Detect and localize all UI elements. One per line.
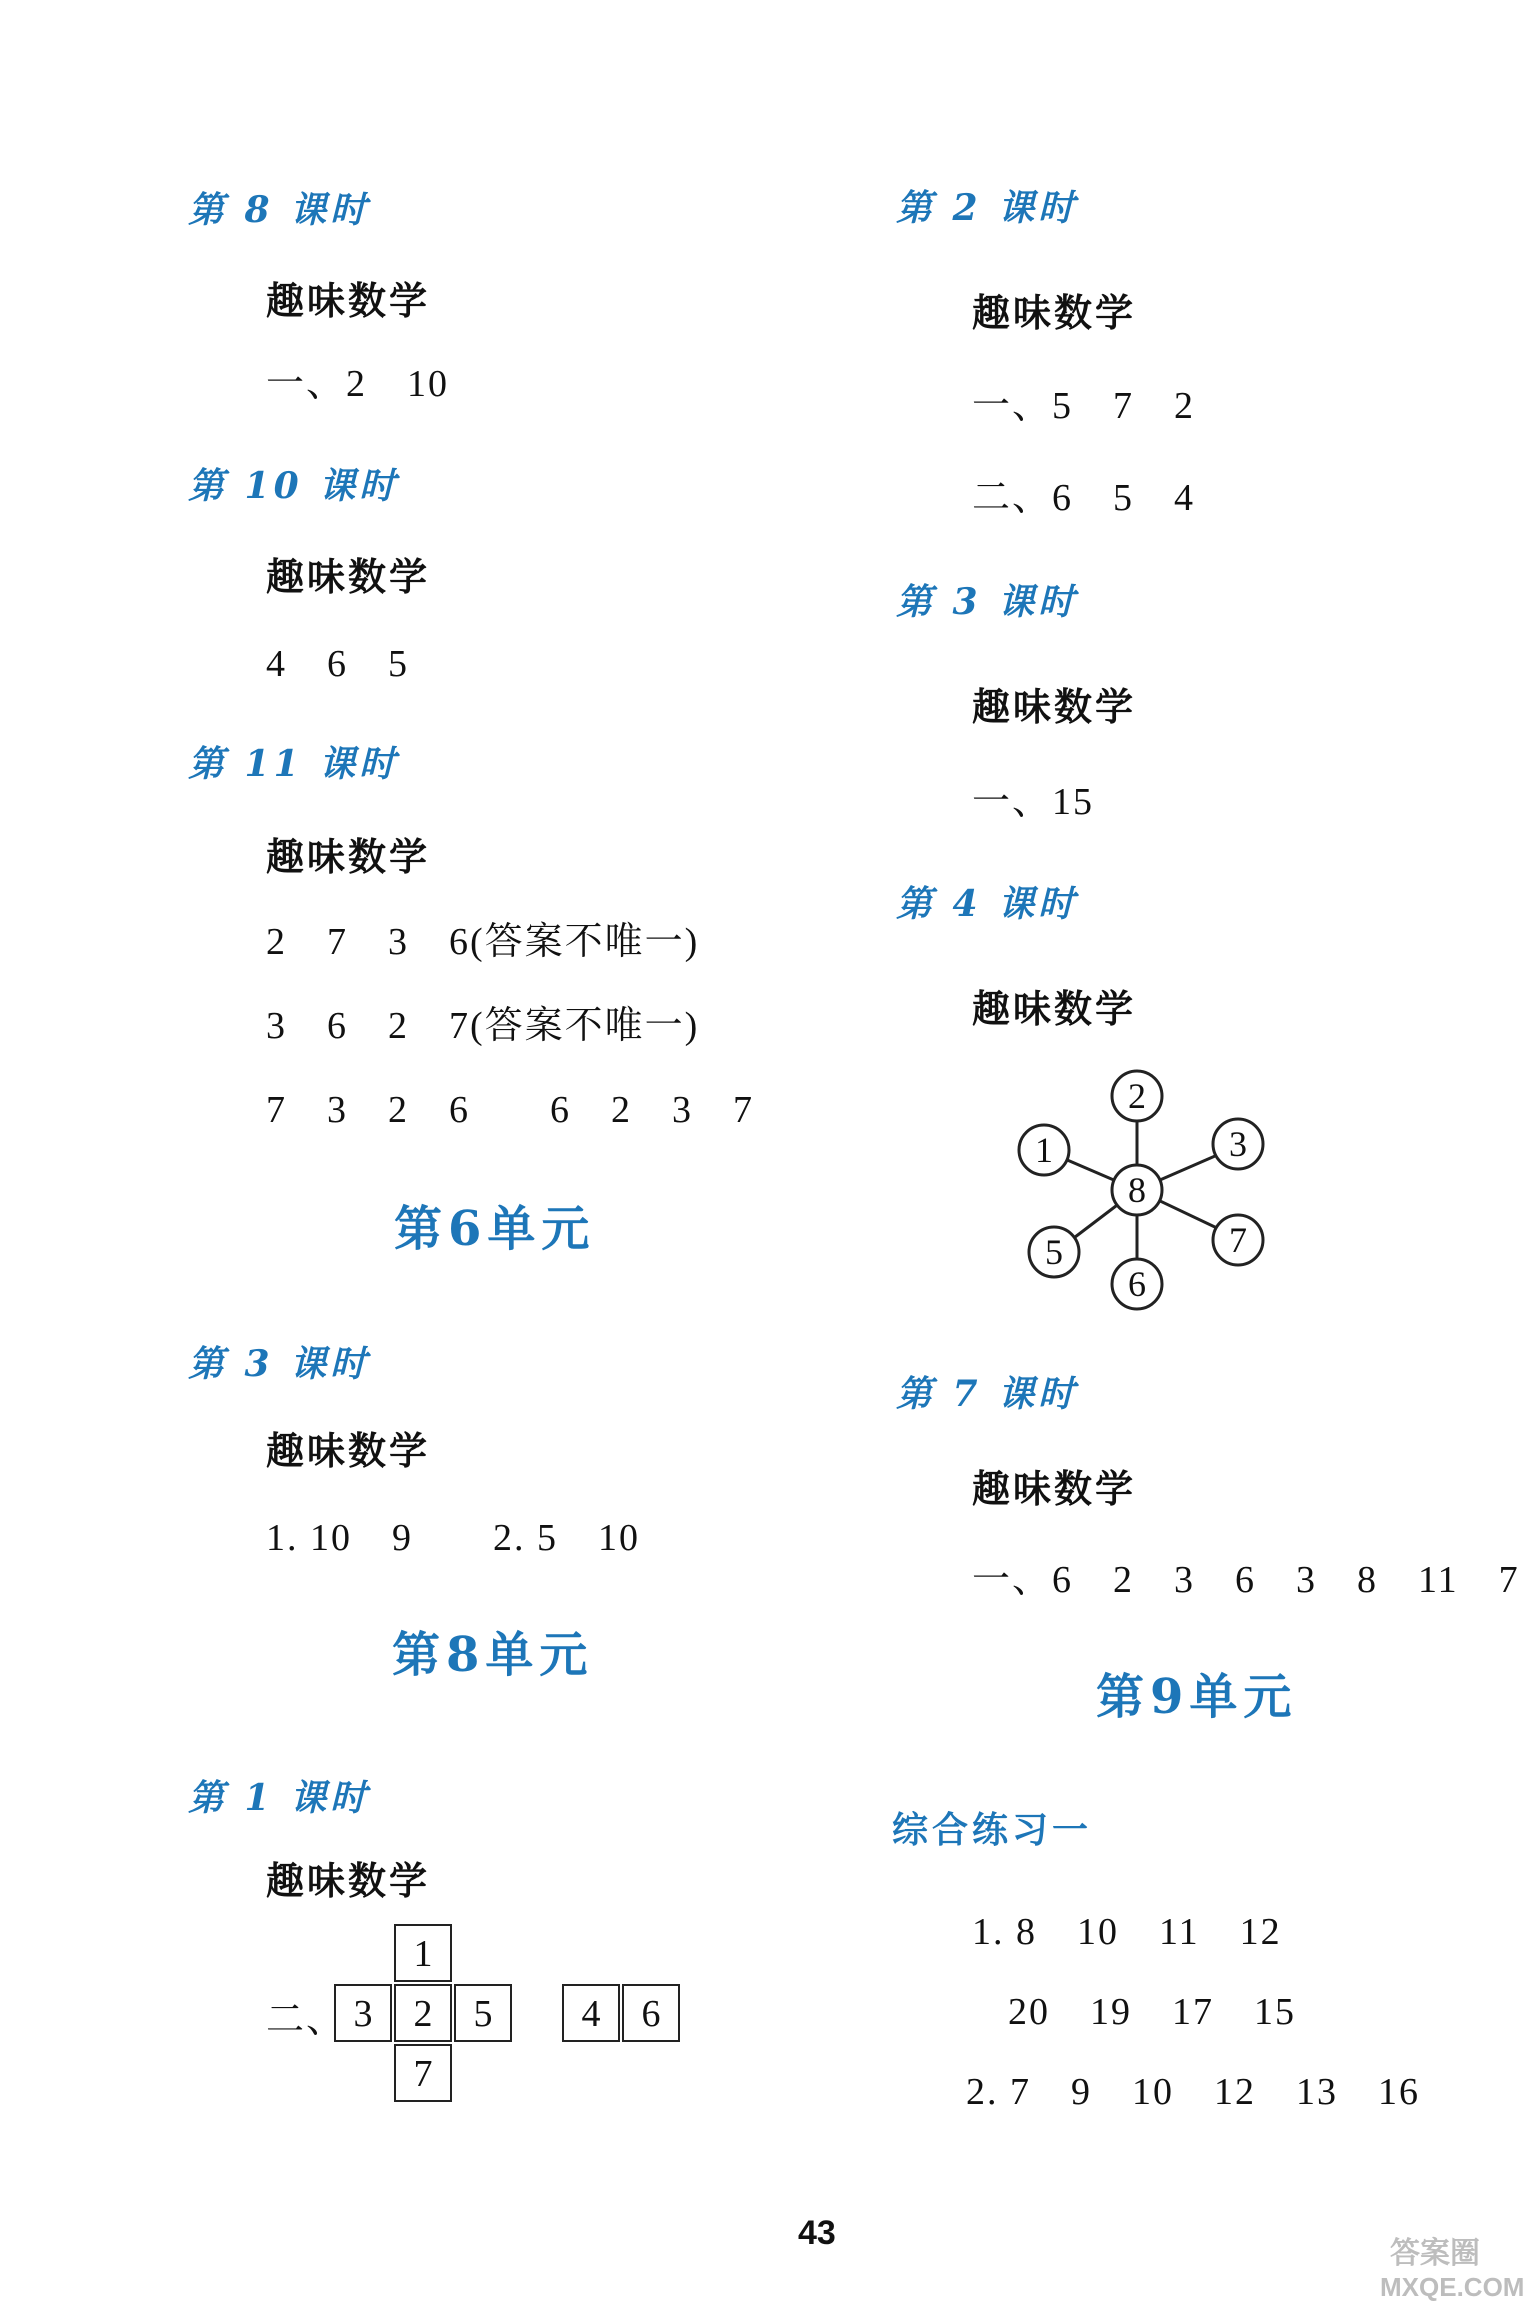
fun-math-title: 趣味数学 [972,685,1137,729]
diagram-upper-right-value: 3 [1229,1124,1247,1164]
answer-line: 3 6 2 7(答案不唯一) [266,1005,700,1047]
comprehensive-exercise-heading: 综合练习一 [892,1809,1093,1851]
fun-math-title: 趣味数学 [972,1467,1137,1511]
number-star-diagram [1000,1060,1300,1320]
fun-math-title: 趣味数学 [266,555,431,599]
grid-cell-center: 2 [394,1984,452,2042]
lesson-heading-10: 第 10 课时 [188,465,400,507]
answer-line: 1. 8 10 11 12 [972,1911,1282,1953]
diagram-top-value: 2 [1128,1076,1146,1116]
answer-line: 二、6 5 4 [972,477,1196,519]
lesson-heading-7: 第 7 课时 [896,1373,1079,1415]
lesson-heading-2: 第 2 课时 [896,187,1079,229]
lesson-heading-4: 第 4 课时 [896,883,1079,925]
watermark-logo: 答案圈 [1390,2237,1480,2270]
fun-math-title: 趣味数学 [972,291,1137,335]
answer-line: 20 19 17 15 [1008,1991,1297,2033]
answer-line: 一、6 2 3 6 3 8 11 7 [972,1559,1520,1601]
grid-cell-left: 3 [334,1984,392,2042]
answer-line: 一、5 7 2 [972,385,1196,427]
page-number: 43 [798,2214,836,2252]
fun-math-title: 趣味数学 [266,835,431,879]
diagram-lower-left-value: 5 [1045,1232,1063,1272]
lesson-heading-3: 第 3 课时 [896,581,1079,623]
grid-cell-top: 1 [394,1924,452,1982]
fun-math-title: 趣味数学 [266,1429,431,1473]
grid-cell-right: 5 [454,1984,512,2042]
answer-line: 7 3 2 6 6 2 3 7 [266,1089,755,1131]
lesson-heading-3: 第 3 课时 [188,1343,371,1385]
answer-line: 2. 7 9 10 12 13 16 [966,2071,1421,2113]
diagram-center-value: 8 [1128,1170,1146,1210]
diagram-lower-right-value: 7 [1229,1220,1247,1260]
answer-line: 一、2 10 [266,363,450,405]
answer-line: 一、15 [972,781,1095,823]
lesson-heading-1: 第 1 课时 [188,1777,371,1819]
unit-title-8: 第8单元 [392,1627,594,1683]
grid-cell-pair-left: 4 [562,1984,620,2042]
diagram-bottom-value: 6 [1128,1264,1146,1304]
watermark-text: MXQE.COM [1380,2272,1525,2302]
grid-cell-bottom: 7 [394,2044,452,2102]
unit-title-6: 第6单元 [394,1201,596,1257]
fun-math-title: 趣味数学 [972,987,1137,1031]
lesson-heading-11: 第 11 课时 [188,743,400,785]
fun-math-title: 趣味数学 [266,279,431,323]
diagram-upper-left-value: 1 [1035,1130,1053,1170]
answer-prefix: 二、 [266,1999,347,2041]
grid-cell-pair-right: 6 [622,1984,680,2042]
answer-line: 2 7 3 6(答案不唯一) [266,921,700,963]
answer-line: 4 6 5 [266,643,410,685]
lesson-heading-8: 第 8 课时 [188,189,371,231]
answer-line: 1. 10 9 2. 5 10 [266,1517,641,1559]
unit-title-9: 第9单元 [1096,1669,1298,1725]
fun-math-title: 趣味数学 [266,1859,431,1903]
